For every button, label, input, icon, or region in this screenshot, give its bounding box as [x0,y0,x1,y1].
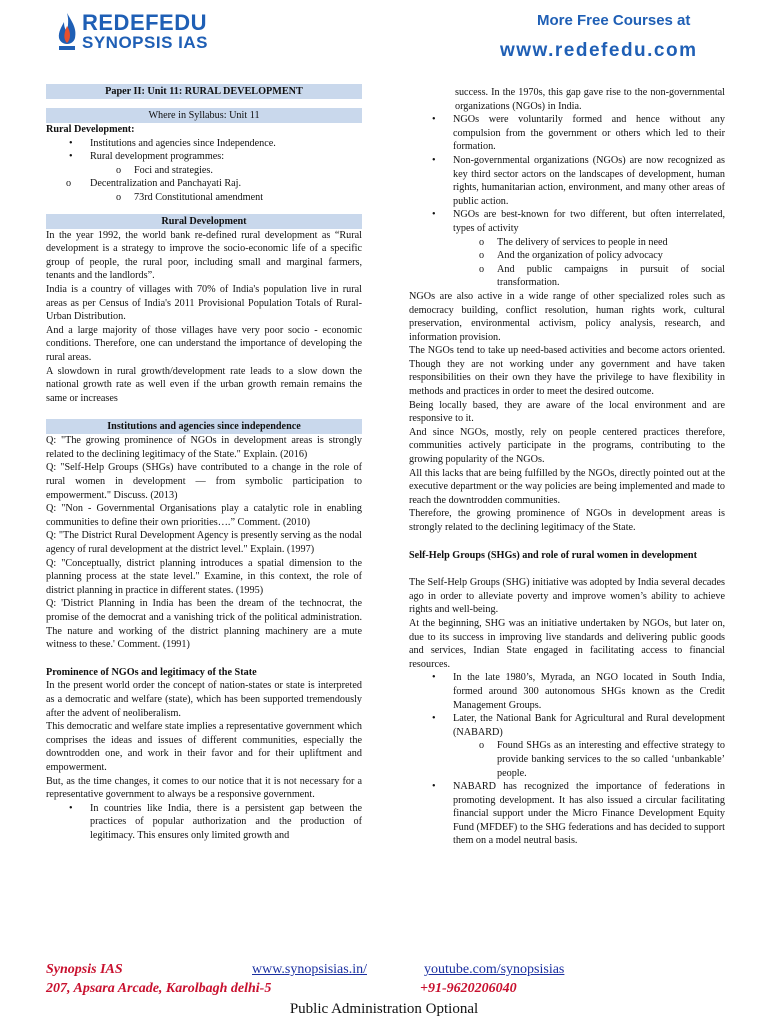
syllabus-item: • Rural development programmes: [69,151,225,163]
sub-bullet-item: o Found SHGs as an interesting and effective strategy to provide banking services to the so called ‘unbankable’ people. [479,740,725,779]
footer-site-link[interactable]: www.synopsisias.in/ [252,962,367,977]
left-column [46,84,362,843]
brand-name: REDEFEDU [82,10,208,35]
rd-subheading: Rural Development: [46,124,135,135]
question: Q: "Conceptually, district planning introduces a spatial dimension to the planning process at the state level." Examine, in this context, the role of district planning in practice in different states. (1995) [46,557,362,596]
paragraph: In the year 1992, the world bank re-defined rural development as “Rural development is a strategy to improve the socio-economic life of a specific group of people, the rural poor, including small and marginal farmers, tenants and the landlords”. [46,229,362,282]
syllabus-item: • Institutions and agencies since Independence. [69,137,276,149]
sub-bullet-item: o And public campaigns in pursuit of social transformation. [479,263,725,289]
paragraph: success. In the 1970s, this gap gave rise to the non-governmental organizations (NGOs) in India. [455,87,725,112]
paragraph: The Self-Help Groups (SHG) initiative was adopted by India several decades ago in order to alleviate poverty and improve women’s ability to achieve rights and well-being. [409,577,725,616]
paragraph: In the present world order the concept of nation-states or state is interpreted as a democratic and welfare (state), which has been supported tremendously after the advent of neoliberalism. [46,680,362,719]
bullet-item: • NABARD has recognized the importance of federations in promoting development. It has also issued a circular facilitating financial support under the Micro Finance Development Equity Fund (MFDEF) to the SHG federations and has decided to support them on a model neutral basis. [432,781,725,847]
paragraph: The NGOs tend to take up need-based activities and become actors oriented. Though they are not working under any government and have taken responsibilities on their own they have the privilege to have flexibility in methods and practices in order to meet the desired outcome. [409,345,725,398]
footer-address: 207, Apsara Arcade, Karolbagh delhi-5 [46,981,272,996]
institutions-band: Institutions and agencies since independence [46,419,362,434]
paragraph: At the beginning, SHG was an initiative undertaken by NGOs, but later on, due to its success in improving live standards and delivering public goods and services, Indian State engaged in facilitating access to financial resources. [409,617,725,670]
title-band: Paper II: Unit 11: RURAL DEVELOPMENT [46,84,362,99]
question: Q: 'District Planning in India has been the dream of the technocrat, the promise of the democrat and a vanishing trick of the political administration. The nature and working of the district planning machinery are a mute witness to these.' Comment. (1991) [46,598,362,651]
paragraph: Being locally based, they are aware of the local environment and are responsive to it. [409,399,725,425]
footer-phone: +91-9620206040 [420,981,517,996]
paragraph: All this lacks that are being fulfilled by the NGOs, directly pointed out at the executive department or the way policies are being implemented and made to reach the downtrodden communities. [409,467,725,506]
footer-name: Synopsis IAS [46,962,123,977]
paragraph: And a large majority of those villages have very poor socio - economic conditions. Therefore, one can understand the importance of developing the rural areas. [46,324,362,363]
more-courses-text: More Free Courses at [537,12,691,29]
bullet-item: • NGOs were voluntarily formed and hence without any compulsion from the government or others which led to their formation. [432,114,725,153]
shg-heading: Self-Help Groups (SHGs) and role of rural women in development [409,549,697,561]
ngo-heading: Prominence of NGOs and legitimacy of the State [46,666,257,678]
paragraph: Therefore, the growing prominence of NGOs in development areas is strongly related to the declining legitimacy of the State. [409,508,725,533]
brand-subtitle: SYNOPSIS IAS [82,33,208,52]
bullet-item: • In the late 1980’s, Myrada, an NGO located in South India, formed around 300 autonomous SHGs known as the Credit Management Groups. [432,672,725,711]
question: Q: "The District Rural Development Agency is presently serving as the nodal agency of rural development at the district level." Explain. (1997) [46,530,362,556]
rural-development-band: Rural Development [46,214,362,229]
website-url[interactable]: www.redefedu.com [500,40,698,61]
question: Q: "The growing prominence of NGOs in development areas is strongly related to the declining legitimacy of the State." Explain. (2016) [46,435,362,460]
bullet-item: • Later, the National Bank for Agricultural and Rural development (NABARD) [432,713,725,738]
syllabus-band: Where in Syllabus: Unit 11 [46,108,362,123]
sub-bullet-item: o And the organization of policy advocacy [479,250,663,262]
sub-bullet-item: o The delivery of services to people in need [479,236,668,248]
paragraph: India is a country of villages with 70% of India's population live in rural areas as per Census of India's 2011 Provisional Population Totals of Rural-Urban Distribution. [46,283,362,323]
syllabus-item: o Decentralization and Panchayati Raj. [66,178,242,190]
paragraph: This democratic and welfare state implies a representative government which comprises the ideas and issues of different communities, especially the downtrodden one, and work in their favor and for their upliftment and empowerment. [46,721,362,773]
question: Q: "Self-Help Groups (SHGs) have contributed to a change in the role of rural women in development — from symbolic participation to empowerment." Discuss. (2013) [46,462,362,501]
paragraph: But, as the time changes, it comes to our notice that it is not necessary for a representative government to always be a responsive government. [46,775,362,801]
syllabus-item: o 73rd Constitutional amendment [116,191,264,203]
footer-youtube-link[interactable]: youtube.com/synopsisias [424,962,565,977]
bullet-item: • NGOs are best-known for two different, but often interrelated, types of activity [432,209,725,234]
syllabus-item: o Foci and strategies. [116,164,213,176]
bullet-item: • Non-governmental organizations (NGOs) are now recognized as key third sector actors on the landscapes of development, human rights, humanitarian action, environment, and many other areas of public action. [432,154,725,207]
footer-subject: Public Administration Optional [289,1001,479,1017]
question: Q: "Non - Governmental Organisations play a catalytic role in enabling communities to define their own priorities….” Comment. (2010) [46,503,362,528]
paragraph: A slowdown in rural growth/development rate leads to a slow down the national growth rate as well even if the urban growth remain remains the same or increases [46,365,362,404]
paragraph: NGOs are also active in a wide range of other specialized roles such as democracy building, conflict resolution, human rights work, cultural preservation, environmental activism, policy analysis, research, and information provision. [409,290,725,343]
flame-logo-icon [55,12,79,52]
bullet-item: • In countries like India, there is a persistent gap between the practices of popular authorization and the production of legitimacy. This ensures only limited growth and [69,802,362,841]
right-column [409,86,725,848]
paragraph: And since NGOs, mostly, rely on people centered practices therefore, communities actively participate in the programs, contributing to the growing popularity of the NGOs. [409,426,725,466]
